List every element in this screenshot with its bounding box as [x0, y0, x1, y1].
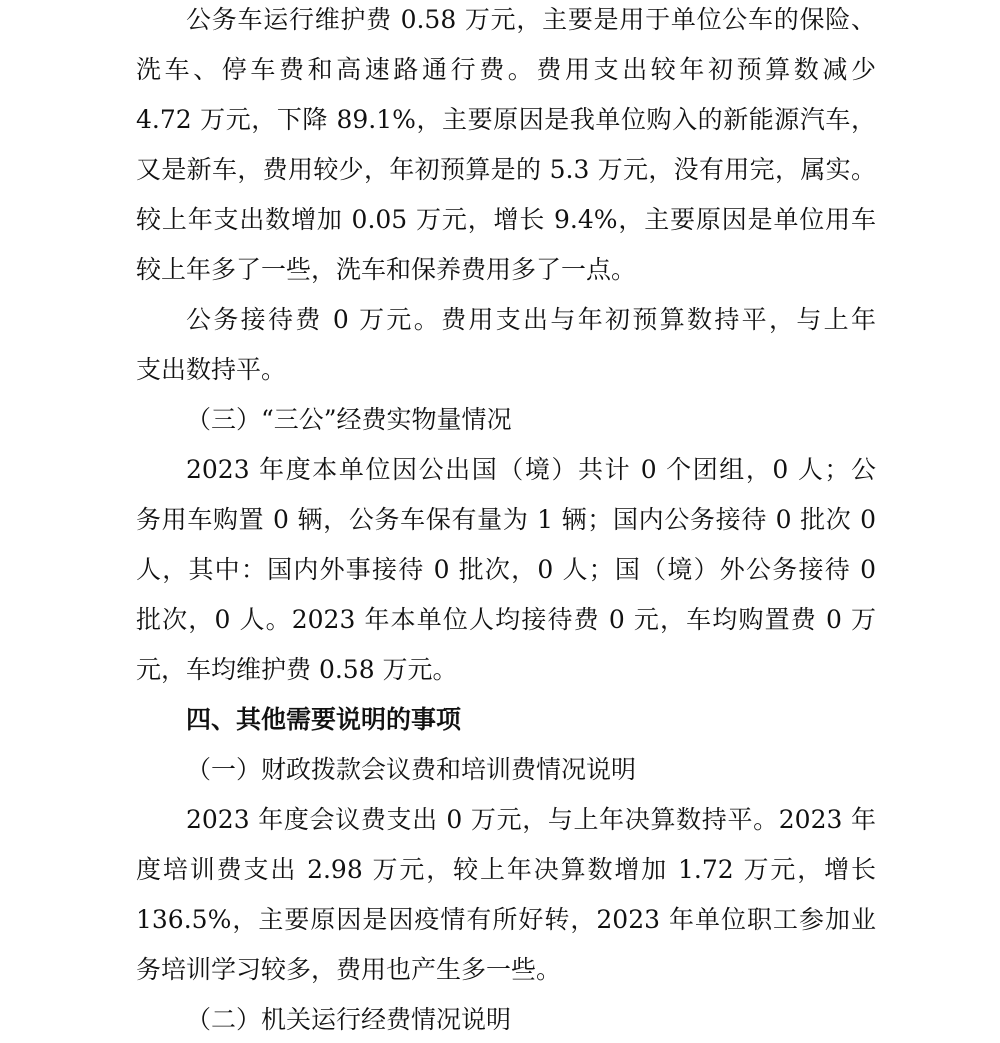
paragraph-line: 洗车、停车费和高速路通行费。费用支出较年初预算数减少 — [136, 55, 876, 84]
paragraph-line: 2023 年度会议费支出 0 万元，与上年决算数持平。2023 年 — [186, 805, 876, 834]
paragraph-line: 度培训费支出 2.98 万元，较上年决算数增加 1.72 万元，增长 — [136, 855, 876, 884]
paragraph-line: 公务车运行维护费 0.58 万元，主要是用于单位公车的保险、 — [186, 5, 876, 34]
paragraph-line: 4.72 万元，下降 89.1%，主要原因是我单位购入的新能源汽车， — [136, 105, 876, 134]
paragraph-line: 人，其中：国内外事接待 0 批次，0 人；国（境）外公务接待 0 — [136, 555, 876, 584]
paragraph-line: 又是新车，费用较少，年初预算是的 5.3 万元，没有用完，属实。 — [136, 155, 876, 184]
paragraph-line: 较上年支出数增加 0.05 万元，增长 9.4%，主要原因是单位用车 — [136, 205, 876, 234]
paragraph-line: 元，车均维护费 0.58 万元。 — [136, 655, 458, 684]
paragraph-line: 公务接待费 0 万元。费用支出与年初预算数持平，与上年 — [186, 305, 876, 334]
paragraph-line: 136.5%，主要原因是因疫情有所好转，2023 年单位职工参加业 — [136, 905, 876, 934]
paragraph-line: 批次，0 人。2023 年本单位人均接待费 0 元，车均购置费 0 万 — [136, 605, 876, 634]
section-heading-other-matters: 四、其他需要说明的事项 — [186, 705, 462, 734]
paragraph-line: 务用车购置 0 辆，公务车保有量为 1 辆；国内公务接待 0 批次 0 — [136, 505, 876, 534]
paragraph-line: 较上年多了一些，洗车和保养费用多了一点。 — [136, 255, 637, 284]
subheading-operating-expenses: （二）机关运行经费情况说明 — [186, 1005, 512, 1034]
subheading-meeting-training: （一）财政拨款会议费和培训费情况说明 — [186, 755, 637, 784]
paragraph-line: 务培训学习较多，费用也产生多一些。 — [136, 955, 562, 984]
paragraph-line: 2023 年度本单位因公出国（境）共计 0 个团组，0 人；公 — [186, 455, 876, 484]
subheading-three-public-quantity: （三）“三公”经费实物量情况 — [186, 405, 512, 434]
paragraph-line: 支出数持平。 — [136, 355, 287, 384]
